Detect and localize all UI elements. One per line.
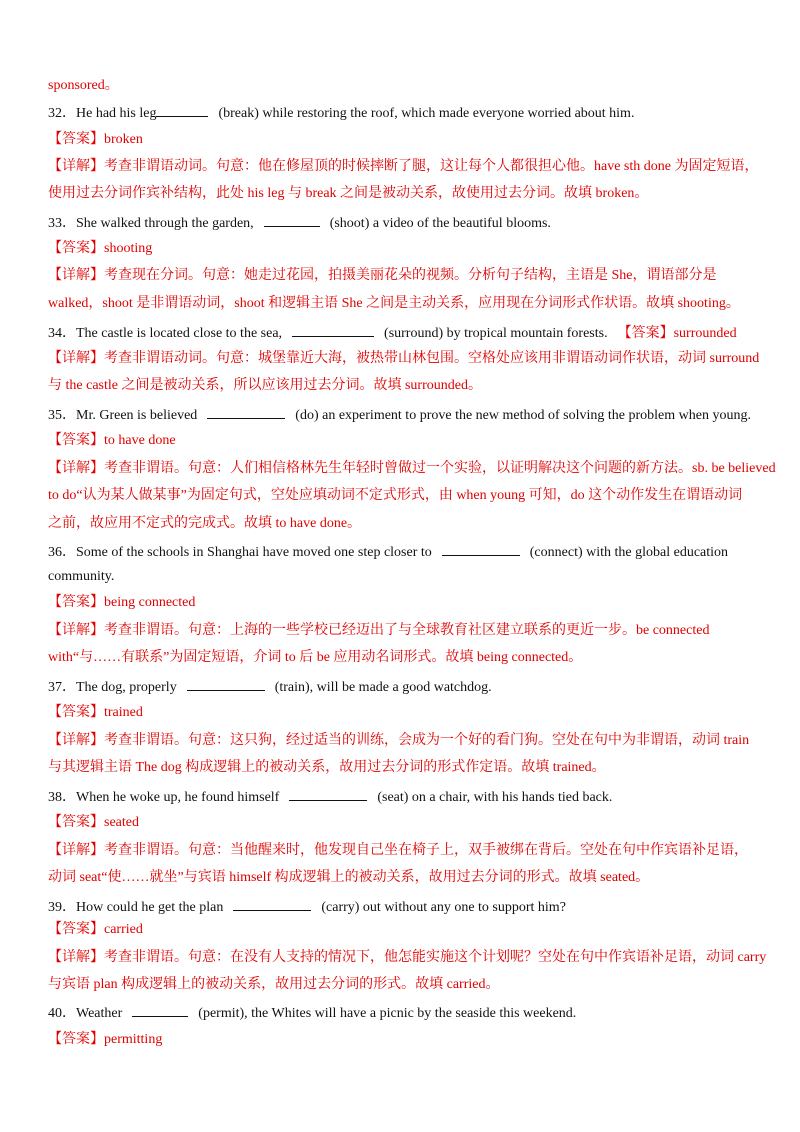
question-32-stem: 32．He had his leg: [48, 106, 157, 121]
answer-blank: [442, 541, 520, 556]
answer-39: 【答案】carried: [48, 922, 143, 937]
explanation-38-line-2: 动词 seat“使……就坐”与宾语 himself 构成逻辑上的被动关系，故用过去分词的形式。故填 seated。: [48, 870, 650, 885]
answer-blank: [292, 322, 374, 337]
question-33-stem: 33．She walked through the garden,: [48, 216, 254, 231]
question-35-stem: 35．Mr. Green is believed: [48, 408, 198, 423]
answer-35: 【答案】to have done: [48, 433, 176, 448]
explanation-32-line-2: 使用过去分词作宾补结构，此处 his leg 与 break 之间是被动关系，故使用过去分词。故填 broken。: [48, 186, 649, 201]
answer-blank: [264, 212, 320, 227]
question-33-rest: (shoot) a video of the beautiful blooms.: [329, 216, 551, 231]
answer-blank: [207, 404, 285, 419]
explanation-39-line-2: 与宾语 plan 构成逻辑上的被动关系，故用过去分词的形式。故填 carried。: [48, 977, 500, 992]
explanation-35-line-1: 【详解】考查非谓语。句意：人们相信格林先生年轻时曾做过一个实验，以证明解决这个问题的新方法。sb. be believed: [48, 461, 776, 476]
question-39: [48, 896, 752, 918]
question-39-stem: 39．How could he get the plan: [48, 900, 224, 915]
question-37-rest: (train), will be made a good watchdog.: [274, 680, 492, 695]
question-36: [48, 541, 752, 563]
explanation-33-line-2: walked，shoot 是非谓语动词，shoot 和逻辑主语 She 之间是主动关系，应用现在分词形式作状语。故填 shooting。: [48, 296, 740, 311]
question-32-rest: (break) while restoring the roof, which made everyone worried about him.: [218, 106, 635, 121]
answer-blank: [289, 786, 367, 801]
explanation-37-line-2: 与其逻辑主语 The dog 构成逻辑上的被动关系，故用过去分词的形式作定语。故填 trained。: [48, 760, 606, 775]
answer-blank: [156, 102, 208, 117]
answer-blank: [132, 1002, 188, 1017]
question-34: [48, 322, 752, 344]
answer-blank: [187, 676, 265, 691]
explanation-34-line-1: 【详解】考查非谓语动词。句意：城堡靠近大海，被热带山林包围。空格处应该用非谓语动词作状语，动词 surround: [48, 351, 760, 366]
question-40-stem: 40．Weather: [48, 1006, 123, 1021]
answer-37: 【答案】trained: [48, 705, 143, 720]
question-38-rest: (seat) on a chair, with his hands tied back.: [377, 790, 613, 805]
explanation-36-line-1: 【详解】考查非谓语。句意：上海的一些学校已经迈出了与全球教育社区建立联系的更近一步。be connected: [48, 623, 710, 638]
question-36-rest: (connect) with the global education: [529, 545, 729, 560]
question-33: [48, 212, 752, 234]
question-35: [48, 404, 752, 426]
answer-34: 【答案】surrounded: [617, 326, 737, 341]
question-32: [48, 102, 752, 124]
explanation-34-line-2: 与 the castle 之间是被动关系，所以应该用过去分词。故填 surrounded。: [48, 378, 482, 393]
answer-38: 【答案】seated: [48, 815, 139, 830]
answer-blank: [233, 896, 311, 911]
answer-40: 【答案】permitting: [48, 1032, 163, 1047]
explanation-35-line-2: to do“认为某人做某事”为固定句式，空处应填动词不定式形式，由 when young 可知，do 这个动作发生在谓语动词: [48, 488, 743, 503]
explanation-35-line-3: 之前，故应用不定式的完成式。故填 to have done。: [48, 516, 362, 531]
explanation-37-line-1: 【详解】考查非谓语。句意：这只狗，经过适当的训练，会成为一个好的看门狗。空处在句中为非谓语，动词 train: [48, 733, 750, 748]
question-39-rest: (carry) out without any one to support him?: [321, 900, 566, 915]
explanation-36-line-2: with“与……有联系”为固定短语，介词 to 后 be 应用动名词形式。故填 being connected。: [48, 650, 583, 665]
answer-36: 【答案】being connected: [48, 595, 196, 610]
question-37: [48, 676, 752, 698]
question-34-stem: 34．The castle is located close to the sea,: [48, 326, 283, 341]
question-38-stem: 38．When he woke up, he found himself: [48, 790, 280, 805]
question-36-continuation: community.: [48, 569, 115, 584]
question-35-rest: (do) an experiment to prove the new method of solving the problem when young.: [295, 408, 751, 423]
question-34-rest: (surround) by tropical mountain forests.: [384, 326, 608, 341]
question-38: [48, 786, 752, 808]
question-36-stem: 36．Some of the schools in Shanghai have moved one step closer to: [48, 545, 432, 560]
question-40-rest: (permit), the Whites will have a picnic by the seaside this weekend.: [198, 1006, 577, 1021]
explanation-32-line-1: 【详解】考查非谓语动词。句意：他在修屋顶的时候摔断了腿，这让每个人都很担心他。have sth done 为固定短语，: [48, 159, 759, 174]
explanation-39-line-1: 【详解】考查非谓语。句意：在没有人支持的情况下，他怎能实施这个计划呢？空处在句中作宾语补足语，动词 carry: [48, 950, 767, 965]
continued-answer-fragment: sponsored。: [48, 78, 119, 93]
question-37-stem: 37．The dog, properly: [48, 680, 177, 695]
explanation-33-line-1: 【详解】考查现在分词。句意：她走过花园，拍摄美丽花朵的视频。分析句子结构，主语是 She，谓语部分是: [48, 268, 717, 283]
answer-33: 【答案】shooting: [48, 241, 153, 256]
question-40: [48, 1002, 752, 1024]
answer-32: 【答案】broken: [48, 132, 143, 147]
explanation-38-line-1: 【详解】考查非谓语。句意：当他醒来时，他发现自己坐在椅子上，双手被绑在背后。空处在句中作宾语补足语，: [48, 843, 748, 858]
